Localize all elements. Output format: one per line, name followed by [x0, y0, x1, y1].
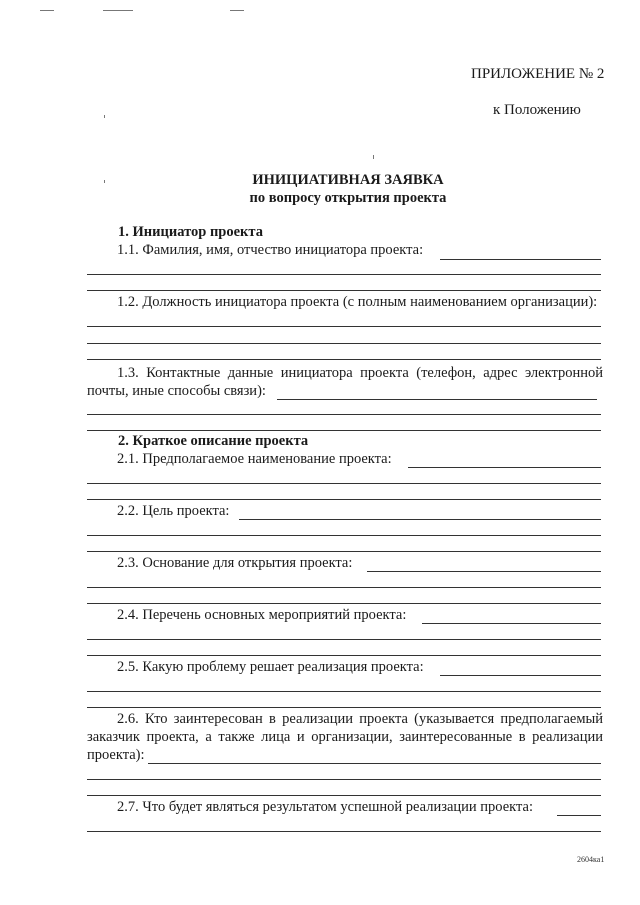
input-line-1-1[interactable] [440, 259, 601, 260]
input-line-2-7b[interactable] [87, 831, 601, 832]
input-line-1-2a[interactable] [87, 326, 601, 327]
input-line-2-6b[interactable] [87, 779, 601, 780]
field-label-2-5: 2.5. Какую проблему решает реализация проекта: [117, 659, 424, 675]
input-line-2-1c[interactable] [87, 499, 601, 500]
input-line-1-3a[interactable] [277, 399, 597, 400]
input-line-2-1a[interactable] [408, 467, 601, 468]
input-line-1-3c[interactable] [87, 430, 601, 431]
input-line-2-4b[interactable] [87, 639, 601, 640]
scan-mark [373, 155, 374, 159]
scan-mark [103, 10, 133, 11]
input-line-2-2a[interactable] [239, 519, 601, 520]
field-label-2-7: 2.7. Что будет являться результатом успешной реализации проекта: [117, 799, 533, 815]
input-line-2-2b[interactable] [87, 535, 601, 536]
field-label-2-1: 2.1. Предполагаемое наименование проекта: [117, 451, 392, 467]
field-label-1-3-line2: почты, иные способы связи): [87, 383, 266, 399]
input-line-2-4a[interactable] [422, 623, 601, 624]
input-line-2-5a[interactable] [440, 675, 601, 676]
field-label-2-2: 2.2. Цель проекта: [117, 503, 230, 519]
input-line-2-1b[interactable] [87, 483, 601, 484]
section-2-heading: 2. Краткое описание проекта [118, 433, 309, 449]
field-label-1-2: 1.2. Должность инициатора проекта (с полным наименованием организации): [117, 294, 598, 310]
input-line-2-2c[interactable] [87, 551, 601, 552]
document-subtitle: по вопросу открытия проекта [249, 190, 447, 206]
footer-code: 2604ка1 [577, 855, 605, 864]
input-line-2-5c[interactable] [87, 707, 601, 708]
section-1-heading: 1. Инициатор проекта [118, 224, 263, 240]
field-label-2-4: 2.4. Перечень основных мероприятий проекта: [117, 607, 407, 623]
input-line-1-2b[interactable] [87, 343, 601, 344]
input-line-1-1b[interactable] [87, 274, 601, 275]
scan-mark [230, 10, 244, 11]
input-line-1-3b[interactable] [87, 414, 601, 415]
field-label-2-6-line2: заказчик проекта, а также лица и организации, заинтересованные в реализации [87, 729, 603, 745]
field-label-1-3-line1: 1.3. Контактные данные инициатора проекта (телефон, адрес электронной [117, 365, 603, 381]
input-line-2-7a[interactable] [557, 815, 601, 816]
regulation-label: к Положению [493, 102, 581, 118]
input-line-1-1c[interactable] [87, 290, 601, 291]
field-label-2-6-line1: 2.6. Кто заинтересован в реализации проекта (указывается предполагаемый [117, 711, 603, 727]
document-title: ИНИЦИАТИВНАЯ ЗАЯВКА [252, 172, 444, 188]
input-line-2-6c[interactable] [87, 795, 601, 796]
scan-mark [40, 10, 54, 11]
field-label-2-3: 2.3. Основание для открытия проекта: [117, 555, 353, 571]
input-line-2-3a[interactable] [367, 571, 601, 572]
field-label-1-1: 1.1. Фамилия, имя, отчество инициатора проекта: [117, 242, 424, 258]
input-line-1-2c[interactable] [87, 359, 601, 360]
scan-mark [104, 115, 105, 118]
input-line-2-3b[interactable] [87, 587, 601, 588]
appendix-label: ПРИЛОЖЕНИЕ № 2 [471, 66, 605, 82]
input-line-2-5b[interactable] [87, 691, 601, 692]
input-line-2-4c[interactable] [87, 655, 601, 656]
field-label-2-6-line3: проекта): [87, 747, 145, 763]
input-line-2-6a[interactable] [148, 763, 601, 764]
input-line-2-3c[interactable] [87, 603, 601, 604]
